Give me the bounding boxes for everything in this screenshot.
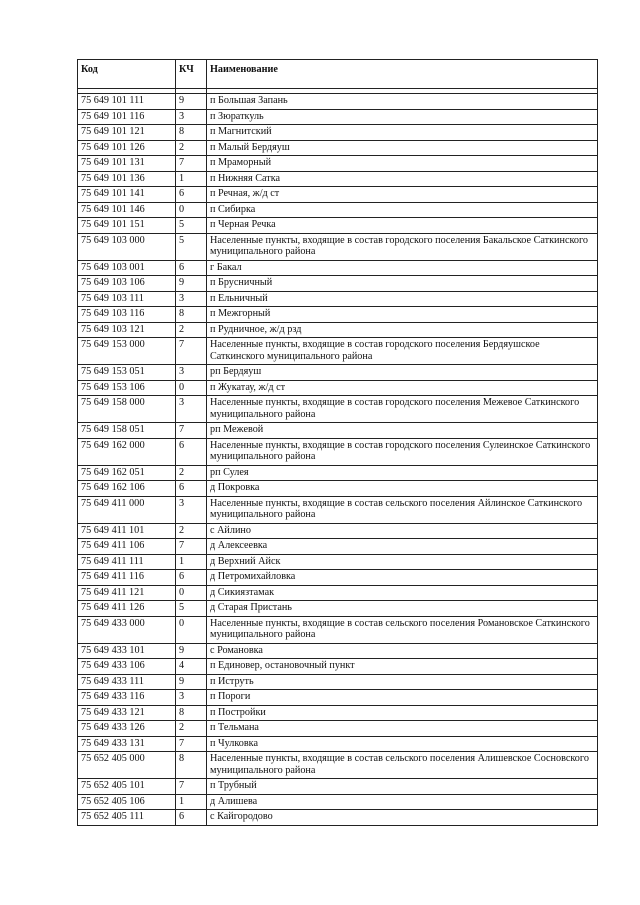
- table-row: [78, 794, 598, 810]
- cell-code: 75 649 101 141: [78, 187, 176, 203]
- cell-code: 75 649 433 116: [78, 690, 176, 706]
- cell-kch: 2: [176, 140, 207, 156]
- table-row: [78, 810, 598, 826]
- cell-name: п Межгорный: [207, 307, 598, 323]
- cell-code: 75 649 433 121: [78, 705, 176, 721]
- cell-name: п Малый Бердяуш: [207, 140, 598, 156]
- cell-name: Населенные пункты, входящие в состав сельского поселения Айлинское Саткинского муниципального района: [207, 496, 598, 523]
- table-row: [78, 721, 598, 737]
- cell-kch: 0: [176, 616, 207, 643]
- table-row: [78, 481, 598, 497]
- cell-code: 75 649 101 116: [78, 109, 176, 125]
- cell-kch: 0: [176, 202, 207, 218]
- cell-name: рп Межевой: [207, 423, 598, 439]
- cell-code: 75 649 411 126: [78, 601, 176, 617]
- cell-kch: 3: [176, 496, 207, 523]
- table-row: [78, 307, 598, 323]
- cell-name: п Единовер, остановочный пункт: [207, 659, 598, 675]
- table-row: [78, 570, 598, 586]
- cell-name: п Большая Запань: [207, 94, 598, 110]
- cell-name: п Ельничный: [207, 291, 598, 307]
- table-row: [78, 539, 598, 555]
- table-row: [78, 233, 598, 260]
- cell-name: п Тельмана: [207, 721, 598, 737]
- table-row: [78, 202, 598, 218]
- table-row: [78, 140, 598, 156]
- cell-name: д Петромихайловка: [207, 570, 598, 586]
- cell-kch: 6: [176, 481, 207, 497]
- table-row: [78, 554, 598, 570]
- table-row: [78, 438, 598, 465]
- cell-kch: 8: [176, 705, 207, 721]
- cell-name: п Иструть: [207, 674, 598, 690]
- cell-kch: 3: [176, 690, 207, 706]
- cell-code: 75 649 162 106: [78, 481, 176, 497]
- cell-name: п Брусничный: [207, 276, 598, 292]
- cell-name: п Трубный: [207, 779, 598, 795]
- cell-name: рп Бердяуш: [207, 365, 598, 381]
- cell-code: 75 649 101 146: [78, 202, 176, 218]
- cell-code: 75 649 103 106: [78, 276, 176, 292]
- cell-code: 75 649 101 121: [78, 125, 176, 141]
- cell-name: п Рудничное, ж/д рзд: [207, 322, 598, 338]
- cell-code: 75 649 411 121: [78, 585, 176, 601]
- cell-name: д Алишева: [207, 794, 598, 810]
- table-row: [78, 125, 598, 141]
- cell-kch: 7: [176, 338, 207, 365]
- cell-kch: 1: [176, 794, 207, 810]
- cell-kch: 2: [176, 721, 207, 737]
- cell-kch: 7: [176, 736, 207, 752]
- cell-name: Населенные пункты, входящие в состав городского поселения Бердяушское Саткинского муниципального района: [207, 338, 598, 365]
- cell-kch: 8: [176, 752, 207, 779]
- cell-name: Населенные пункты, входящие в состав городского поселения Сулеинское Саткинского муниципального района: [207, 438, 598, 465]
- table-row: [78, 276, 598, 292]
- table-row: [78, 523, 598, 539]
- table-row: [78, 218, 598, 234]
- cell-code: 75 652 405 101: [78, 779, 176, 795]
- cell-name: с Айлино: [207, 523, 598, 539]
- cell-name: п Сибирка: [207, 202, 598, 218]
- table-row: [78, 690, 598, 706]
- cell-code: 75 649 101 151: [78, 218, 176, 234]
- cell-code: 75 649 433 101: [78, 643, 176, 659]
- cell-kch: 8: [176, 125, 207, 141]
- cell-code: 75 649 411 101: [78, 523, 176, 539]
- cell-name: п Речная, ж/д ст: [207, 187, 598, 203]
- table-row: [78, 187, 598, 203]
- column-header-code: Код: [78, 60, 176, 89]
- cell-kch: 3: [176, 109, 207, 125]
- cell-name: п Нижняя Сатка: [207, 171, 598, 187]
- cell-code: 75 649 433 111: [78, 674, 176, 690]
- cell-kch: 9: [176, 643, 207, 659]
- cell-name: п Постройки: [207, 705, 598, 721]
- cell-kch: 2: [176, 465, 207, 481]
- table-row: [78, 705, 598, 721]
- cell-kch: 9: [176, 94, 207, 110]
- table-row: [78, 156, 598, 172]
- cell-code: 75 649 103 116: [78, 307, 176, 323]
- cell-code: 75 652 405 111: [78, 810, 176, 826]
- cell-code: 75 649 101 136: [78, 171, 176, 187]
- table-row: [78, 659, 598, 675]
- cell-kch: 6: [176, 260, 207, 276]
- cell-kch: 4: [176, 659, 207, 675]
- table-row: [78, 779, 598, 795]
- table-row: [78, 396, 598, 423]
- table-header-row: [78, 60, 598, 89]
- cell-kch: 3: [176, 396, 207, 423]
- cell-kch: 7: [176, 539, 207, 555]
- cell-code: 75 649 103 001: [78, 260, 176, 276]
- cell-name: рп Сулея: [207, 465, 598, 481]
- table-row: [78, 752, 598, 779]
- cell-kch: 5: [176, 233, 207, 260]
- cell-code: 75 649 411 116: [78, 570, 176, 586]
- table-row: [78, 291, 598, 307]
- cell-code: 75 649 158 000: [78, 396, 176, 423]
- cell-kch: 7: [176, 156, 207, 172]
- cell-name: п Жукатау, ж/д ст: [207, 380, 598, 396]
- cell-kch: 5: [176, 601, 207, 617]
- cell-kch: 3: [176, 365, 207, 381]
- table-row: [78, 643, 598, 659]
- cell-kch: 9: [176, 276, 207, 292]
- cell-kch: 2: [176, 322, 207, 338]
- cell-kch: 6: [176, 438, 207, 465]
- cell-code: 75 649 103 111: [78, 291, 176, 307]
- table-row: [78, 94, 598, 110]
- cell-name: д Сикиязтамак: [207, 585, 598, 601]
- cell-name: Населенные пункты, входящие в состав городского поселения Межевое Саткинского муниципального района: [207, 396, 598, 423]
- cell-kch: 2: [176, 523, 207, 539]
- cell-code: 75 649 162 051: [78, 465, 176, 481]
- cell-code: 75 649 153 106: [78, 380, 176, 396]
- cell-code: 75 649 411 111: [78, 554, 176, 570]
- cell-code: 75 649 433 131: [78, 736, 176, 752]
- table-row: [78, 171, 598, 187]
- cell-name: д Старая Пристань: [207, 601, 598, 617]
- cell-name: с Кайгородово: [207, 810, 598, 826]
- table-row: [78, 601, 598, 617]
- document-page: [77, 59, 597, 826]
- cell-kch: 9: [176, 674, 207, 690]
- cell-name: д Алексеевка: [207, 539, 598, 555]
- cell-kch: 8: [176, 307, 207, 323]
- cell-kch: 0: [176, 380, 207, 396]
- column-header-name: Наименование: [207, 60, 598, 89]
- cell-name: д Верхний Айск: [207, 554, 598, 570]
- cell-kch: 6: [176, 187, 207, 203]
- cell-kch: 6: [176, 570, 207, 586]
- cell-code: 75 649 153 000: [78, 338, 176, 365]
- cell-name: п Черная Речка: [207, 218, 598, 234]
- cell-kch: 5: [176, 218, 207, 234]
- table-body: [78, 94, 598, 826]
- cell-kch: 7: [176, 779, 207, 795]
- table-row: [78, 616, 598, 643]
- cell-kch: 1: [176, 554, 207, 570]
- cell-name: Населенные пункты, входящие в состав сельского поселения Алишевское Сосновского муниципального района: [207, 752, 598, 779]
- cell-code: 75 649 101 126: [78, 140, 176, 156]
- cell-name: п Чулковка: [207, 736, 598, 752]
- cell-name: д Покровка: [207, 481, 598, 497]
- cell-code: 75 649 411 000: [78, 496, 176, 523]
- cell-name: п Магнитский: [207, 125, 598, 141]
- cell-kch: 1: [176, 171, 207, 187]
- cell-code: 75 649 103 000: [78, 233, 176, 260]
- cell-name: Населенные пункты, входящие в состав городского поселения Бакальское Саткинского муниципального района: [207, 233, 598, 260]
- table-row: [78, 380, 598, 396]
- cell-code: 75 649 153 051: [78, 365, 176, 381]
- cell-name: п Зюраткуль: [207, 109, 598, 125]
- cell-name: Населенные пункты, входящие в состав сельского поселения Романовское Саткинского муниципального района: [207, 616, 598, 643]
- cell-code: 75 649 433 126: [78, 721, 176, 737]
- column-header-kch: КЧ: [176, 60, 207, 89]
- cell-code: 75 649 433 106: [78, 659, 176, 675]
- cell-code: 75 649 433 000: [78, 616, 176, 643]
- cell-code: 75 649 101 111: [78, 94, 176, 110]
- table-row: [78, 585, 598, 601]
- table-row: [78, 736, 598, 752]
- cell-code: 75 649 101 131: [78, 156, 176, 172]
- cell-name: г Бакал: [207, 260, 598, 276]
- table-row: [78, 338, 598, 365]
- cell-code: 75 652 405 106: [78, 794, 176, 810]
- table-row: [78, 365, 598, 381]
- cell-kch: 3: [176, 291, 207, 307]
- table-row: [78, 465, 598, 481]
- table-row: [78, 322, 598, 338]
- cell-name: с Романовка: [207, 643, 598, 659]
- table-row: [78, 423, 598, 439]
- cell-kch: 0: [176, 585, 207, 601]
- table-row: [78, 496, 598, 523]
- cell-code: 75 649 103 121: [78, 322, 176, 338]
- cell-name: п Мраморный: [207, 156, 598, 172]
- cell-code: 75 649 158 051: [78, 423, 176, 439]
- classifier-table: [77, 59, 598, 826]
- cell-code: 75 652 405 000: [78, 752, 176, 779]
- cell-name: п Пороги: [207, 690, 598, 706]
- cell-kch: 6: [176, 810, 207, 826]
- table-row: [78, 674, 598, 690]
- table-row: [78, 260, 598, 276]
- cell-code: 75 649 162 000: [78, 438, 176, 465]
- cell-code: 75 649 411 106: [78, 539, 176, 555]
- cell-kch: 7: [176, 423, 207, 439]
- table-row: [78, 109, 598, 125]
